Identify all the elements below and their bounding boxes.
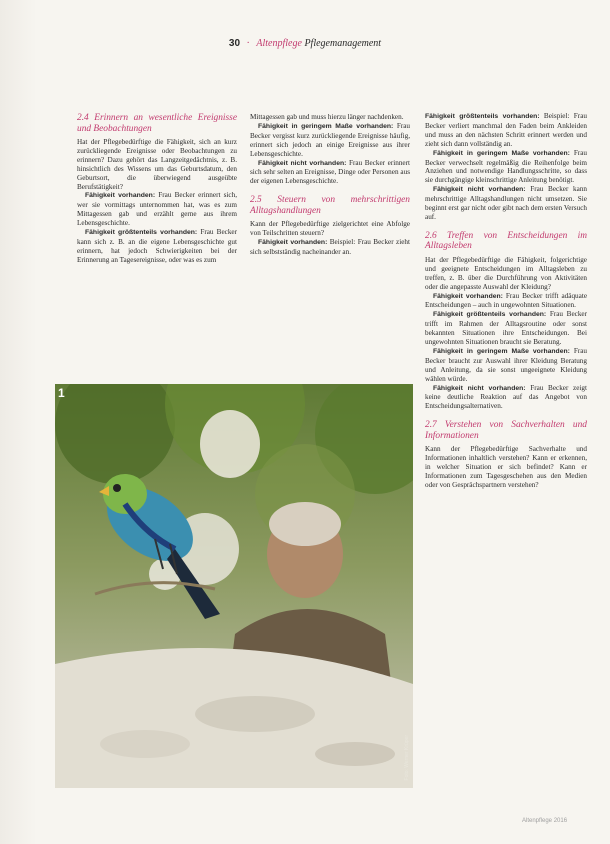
ability-label: Fähigkeit vorhanden: [258, 239, 328, 247]
ability-label: Fähigkeit nicht vorhanden: [258, 159, 347, 167]
paragraph-ability [425, 185, 587, 222]
ability-text: Frau Becker erinnert sich sehr selten an Ereignisse, Dinge oder Personen aus der eigenen Lebensgeschichte. [250, 158, 410, 186]
ability-text: Beispiel: Frau Becker verliert manchmal den Faden beim Ankleiden und muss an den nächsten Schritt erinnert werden und zieht sich dann vollständig an. [425, 112, 587, 148]
photo-illustration [55, 384, 413, 788]
ability-text: Frau Becker kann sich z. B. an die eigene Lebensgeschichte gut erinnern, hat jedoch Schwierigkeiten bei der Erinnerung an Tagesereignisse, oder was es zum [77, 228, 237, 264]
paragraph-ability [250, 159, 410, 187]
ability-label: Fähigkeit nicht vorhanden: [433, 186, 526, 194]
paragraph-ability [250, 238, 410, 257]
page-number: 30 [228, 38, 241, 49]
paragraph-ability [425, 347, 587, 384]
paragraph-ability [425, 384, 587, 412]
ability-label: Fähigkeit in geringem Maße vorhanden: [433, 149, 570, 157]
ability-label: Fähigkeit vorhanden: [433, 292, 503, 300]
ability-label: Fähigkeit größtenteils vorhanden: [425, 113, 540, 120]
ability-label: Fähigkeit in geringem Maße vorhanden: [258, 122, 394, 130]
ability-label: Fähigkeit in geringem Maße vorhanden: [433, 347, 570, 355]
paragraph-ability [77, 228, 237, 265]
paragraph-intro: Kann der Pflegebedürftige Sachverhalte und Informationen inhaltlich verstehen? Kann er erkennen, in welcher Situation er sich befindet? Kann er Informationen zum Tagesgeschehen aus den Medien oder von Gesprächspartnern verstehen? [425, 445, 587, 489]
page-footer: Altenpflege 2016 [522, 818, 568, 824]
ability-text: Frau Becker verwechselt regelmäßig die Reihenfolge beim Anziehen und notwendige Handlungsschritte, so dass sie durchgängige kleinschrittige Anleitung benötigt. [425, 148, 587, 185]
header-separator: · [246, 38, 250, 49]
section-topic: Pflegemanagement [304, 38, 382, 49]
ability-text: Frau Becker zeigt keine deutliche Reaktion auf das Angebot von Entscheidungsalternativen. [425, 383, 587, 411]
paragraph-ability [425, 149, 587, 186]
page-header [0, 38, 610, 49]
ability-text: Frau Becker kann mehrschrittige Alltagshandlungen nicht umsetzen. Sie beginnt erst gar nicht oder gibt nach dem ersten Versuch auf. [425, 185, 588, 221]
paragraph-intro: Hat der Pflegebedürftige die Fähigkeit, sich an kurz zurückliegende Ereignisse oder Beobachtungen zu erinnern? Dazu gehört das Langzeitgedächtnis, z. B. hinsichtlich des Wissens um das Geburtsdatum, den Geburtsort, die überwiegend ausgeübte Berufstätigkeit? [77, 138, 237, 191]
text-column-1 [77, 113, 237, 265]
ability-text: Beispiel: Frau Becker zieht sich selbstständig nacheinander an. [250, 238, 410, 256]
ability-label: Fähigkeit vorhanden: [85, 192, 156, 200]
paragraph-intro: Kann der Pflegebedürftige zielgerichtet eine Abfolge von Teilschritten steuern? [250, 220, 410, 238]
ability-text: Frau Becker erinnert sich, wer sie vormittags unternommen hat, was es zum Mittagessen gab und erzählt gerne aus ihrem Lebensgeschichte. [77, 191, 238, 228]
paragraph-ability [425, 112, 587, 149]
ability-text: Frau Becker trifft adäquate Entscheidungen – auch in ungewohnten Situationen. [425, 291, 588, 310]
ability-label: Fähigkeit größtenteils vorhanden: [433, 311, 547, 319]
magazine-name: Altenpflege [256, 38, 302, 49]
section-heading-2-6: 2.6 Treffen von Entscheidungen im Alltagsleben [425, 230, 587, 252]
ability-text: Frau Becker vergisst kurz zurückliegende Ereignisse häufig, erinnert sich jedoch an einige Ereignisse aus ihrer Lebensgeschichte. [250, 121, 410, 158]
photo-credit: Foto: Werner Krüper [404, 735, 410, 781]
paragraph-ability [425, 310, 587, 347]
text-column-3 [425, 112, 587, 490]
paragraph-ability [250, 122, 410, 159]
ability-text: Frau Becker trifft im Rahmen der Alltagsroutine oder sonst bekannten Situationen ihre Entscheidungen. Bei ungewohnten Situationen braucht sie Beratung. [425, 310, 587, 347]
paragraph-ability [425, 292, 587, 311]
photo-number: 1 [58, 386, 65, 400]
ability-text: Frau Becker braucht zur Auswahl ihrer Kleidung Beratung und Anleitung, da sie sonst ungeeignete Kleidung wählen würde. [425, 346, 587, 383]
text-column-2 [250, 113, 410, 257]
paragraph-continued: Mittagessen gab und muss hierzu länger nachdenken. [250, 113, 404, 121]
section-heading-2-4: 2.4 Erinnern an wesentliche Ereignisse und Beobachtungen [77, 113, 237, 134]
photo-elderly-man-at-table [55, 384, 413, 788]
section-heading-2-5: 2.5 Steuern von mehrschrittigen Alltagshandlungen [250, 195, 410, 216]
ability-label: Fähigkeit nicht vorhanden: [433, 384, 526, 392]
paragraph-ability [77, 191, 237, 228]
section-heading-2-7: 2.7 Verstehen von Sachverhalten und Informationen [425, 420, 587, 441]
ability-label: Fähigkeit größtenteils vorhanden: [85, 229, 198, 237]
paragraph-intro: Hat der Pflegebedürftige die Fähigkeit, folgerichtige und geeignete Entscheidungen im Alltagsleben zu treffen, z. B. über die Durchführung von Aktivitäten oder die angepasste Auswahl der Kleidung? [425, 255, 587, 291]
